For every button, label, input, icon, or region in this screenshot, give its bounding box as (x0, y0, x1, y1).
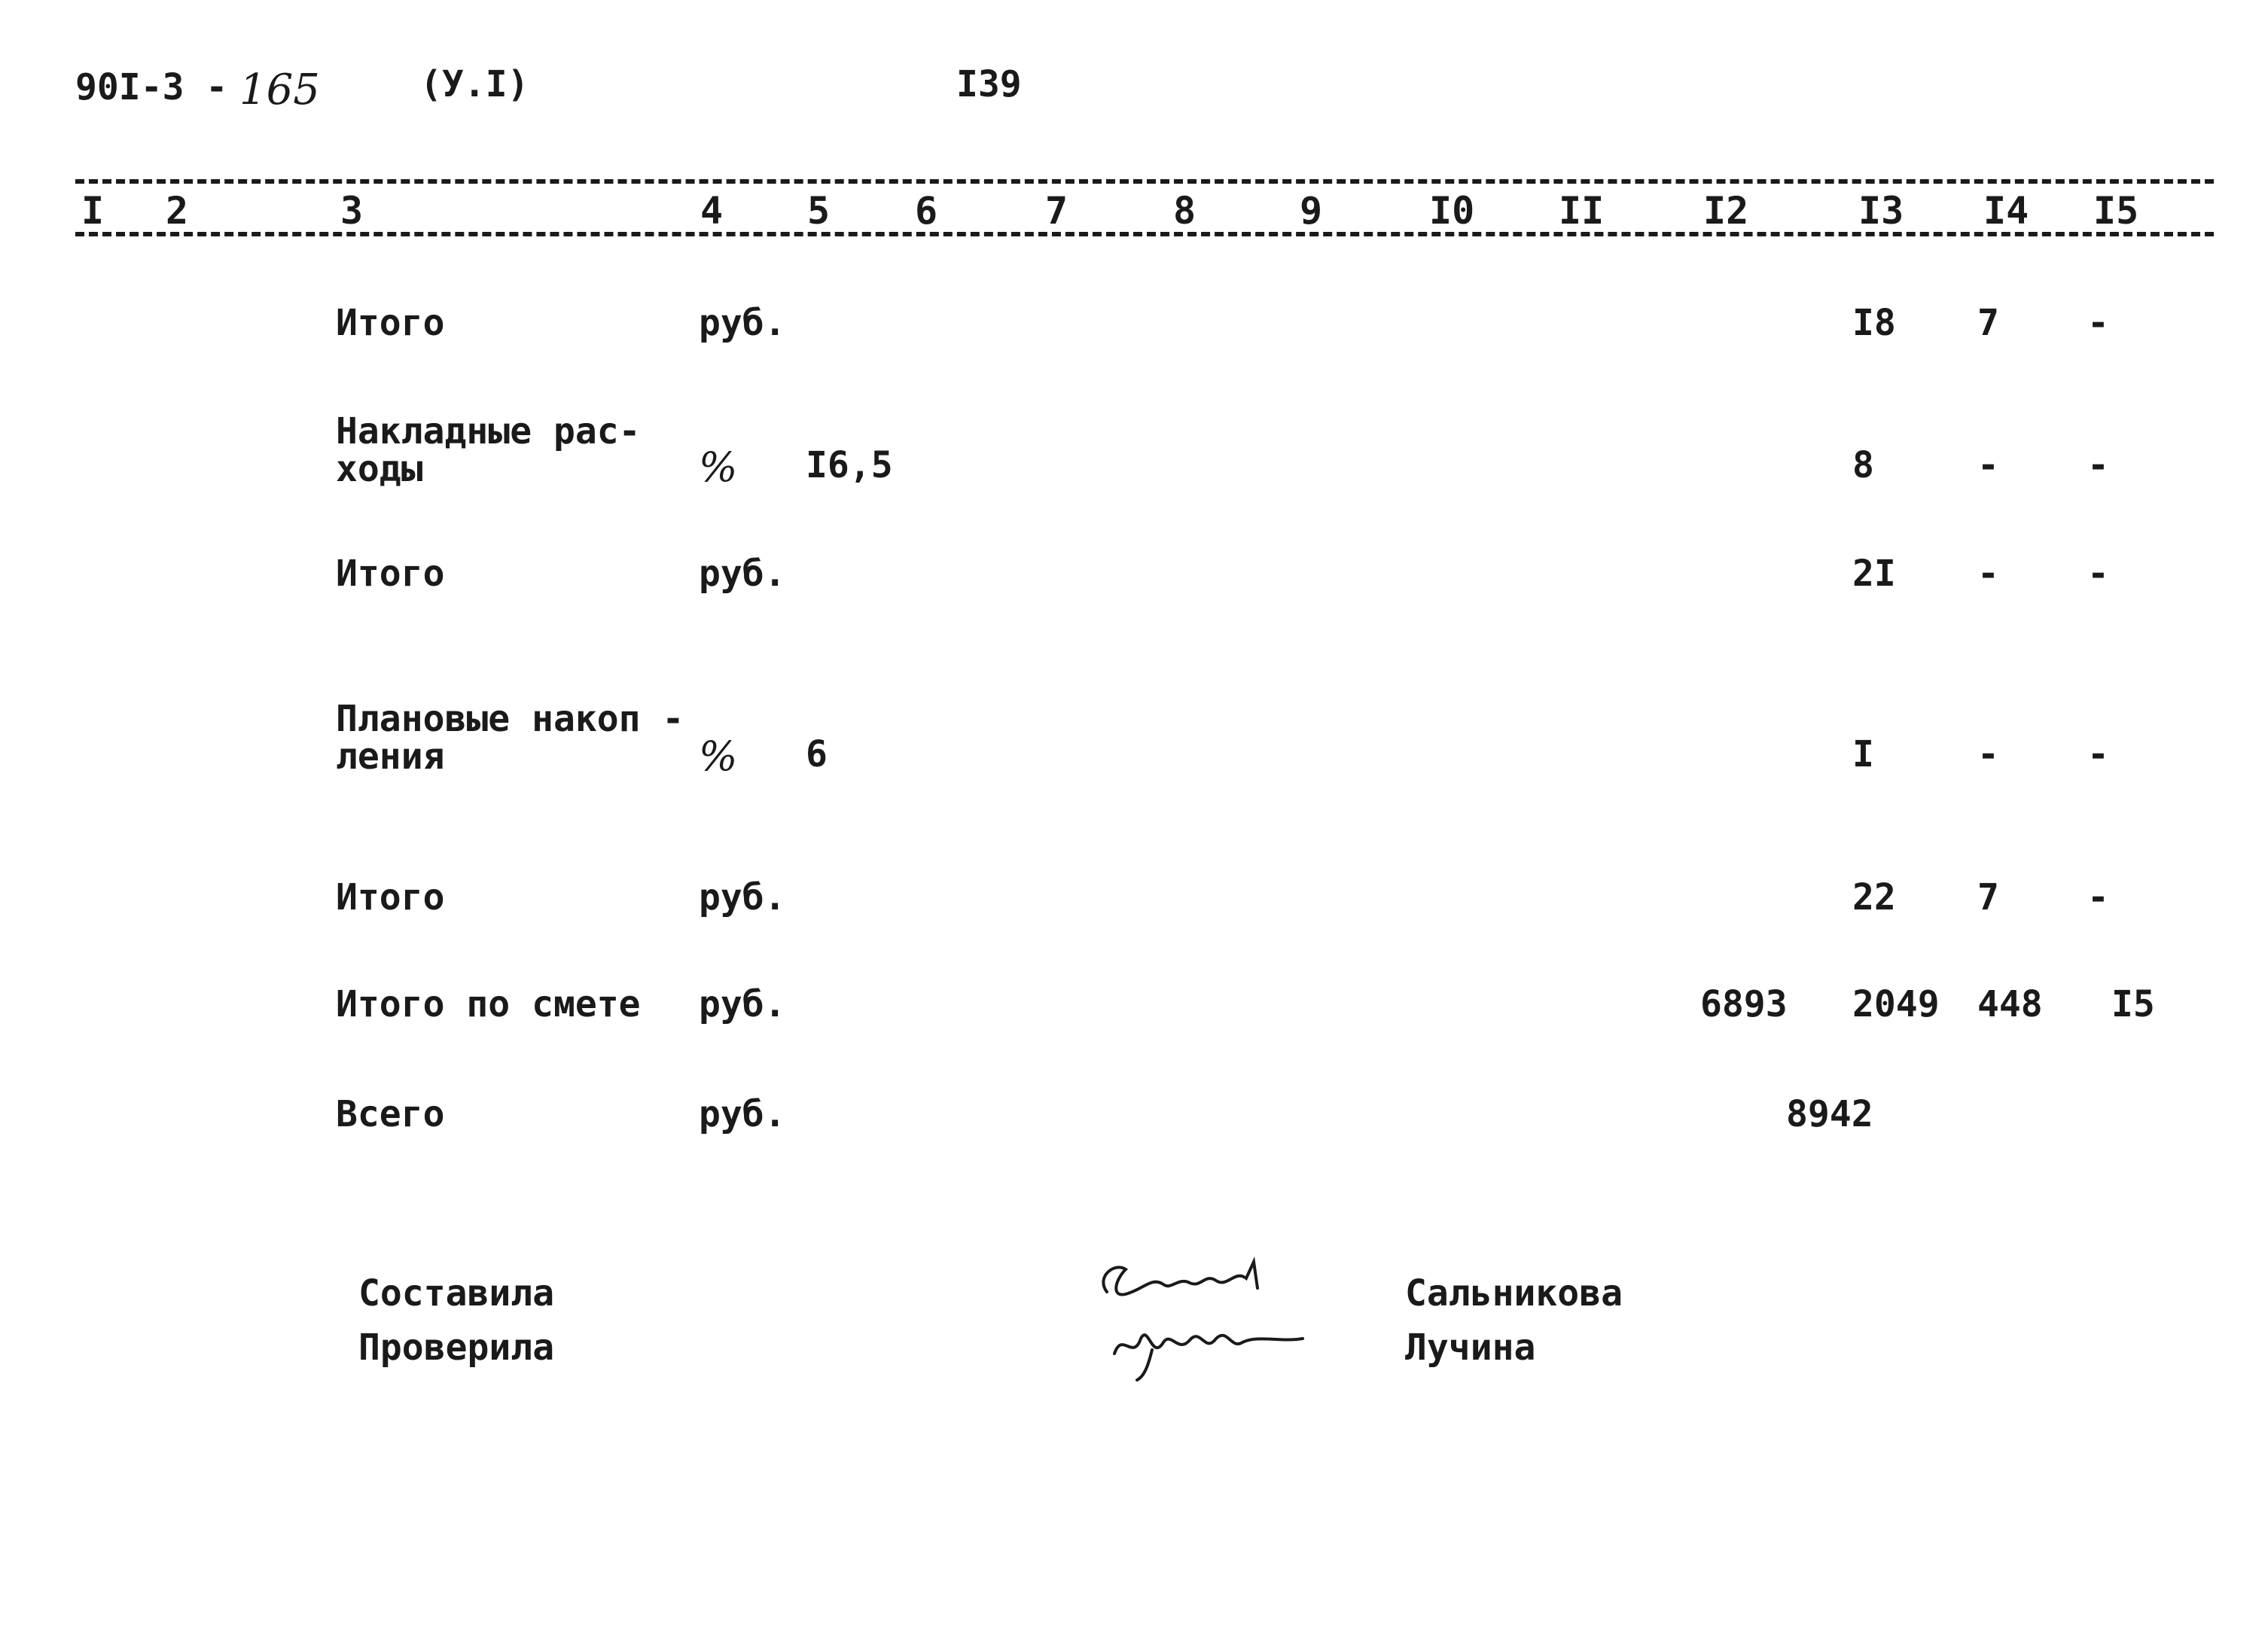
column-header: I3 (1858, 189, 1904, 233)
column-header: 5 (807, 189, 831, 233)
row-col13: 8 (1852, 444, 1874, 486)
row-label: Плановые накоп - ления (336, 698, 684, 778)
row-label: Итого (336, 553, 445, 595)
row-label: Накладные рас- ходы (336, 410, 641, 491)
total-unit: руб. (699, 1093, 786, 1135)
role-checked: Проверила (358, 1327, 555, 1369)
column-header: 8 (1173, 189, 1196, 233)
row-unit: % (699, 733, 738, 780)
row-col15: - (2087, 733, 2109, 775)
role-compiled: Составила (358, 1272, 555, 1314)
row-col13: I (1852, 733, 1874, 775)
page-number: I39 (956, 63, 1022, 105)
row-col13: 2I (1852, 553, 1896, 595)
column-header: I2 (1703, 189, 1749, 233)
row-col13: 22 (1852, 876, 1896, 918)
total-value: 8942 (1786, 1093, 1873, 1135)
doc-code: 90I-3 - (75, 66, 228, 108)
row-col14: 7 (1977, 876, 1999, 918)
column-header: I4 (1983, 189, 2029, 233)
row-unit: руб. (699, 302, 786, 344)
doc-number-handwritten: 165 (239, 65, 320, 114)
row-col14: - (1977, 733, 1999, 775)
row-unit: % (699, 443, 738, 491)
name-compiled: Сальникова (1405, 1272, 1623, 1314)
row-col14: - (1977, 553, 1999, 595)
header-rule-top (75, 179, 2214, 184)
column-header: 7 (1045, 189, 1068, 233)
row-unit: руб. (699, 553, 786, 595)
name-checked: Лучина (1405, 1327, 1536, 1369)
row-col15: I5 (2111, 983, 2155, 1025)
column-header: I (81, 189, 105, 233)
row-col14: - (1977, 444, 1999, 486)
row-rate: 6 (806, 733, 828, 775)
row-label: Итого (336, 876, 445, 918)
column-header: 3 (340, 189, 364, 233)
row-col15: - (2087, 876, 2109, 918)
row-rate: I6,5 (806, 444, 893, 486)
row-col14: 448 (1977, 983, 2043, 1025)
row-col14: 7 (1977, 302, 1999, 344)
total-label: Всего (336, 1093, 445, 1135)
row-col15: - (2087, 444, 2109, 486)
row-col12: 6893 (1700, 983, 1788, 1025)
column-header: II (1559, 189, 1605, 233)
column-header: 2 (166, 189, 189, 233)
column-header: 4 (700, 189, 724, 233)
column-header: I0 (1429, 189, 1475, 233)
row-col13: I8 (1852, 302, 1896, 344)
row-unit: руб. (699, 876, 786, 918)
row-unit: руб. (699, 983, 786, 1025)
row-label: Итого (336, 302, 445, 344)
row-col15: - (2087, 553, 2109, 595)
signature-compiled (1092, 1247, 1288, 1314)
row-col13: 2049 (1852, 983, 1940, 1025)
row-label: Итого по смете (336, 983, 641, 1025)
header-rule-bottom (75, 232, 2214, 236)
column-header: I5 (2093, 189, 2139, 233)
column-header: 6 (915, 189, 938, 233)
signature-checked (1107, 1308, 1318, 1384)
variant-label: (У.I) (420, 63, 529, 105)
row-col15: - (2087, 302, 2109, 344)
column-header: 9 (1300, 189, 1323, 233)
